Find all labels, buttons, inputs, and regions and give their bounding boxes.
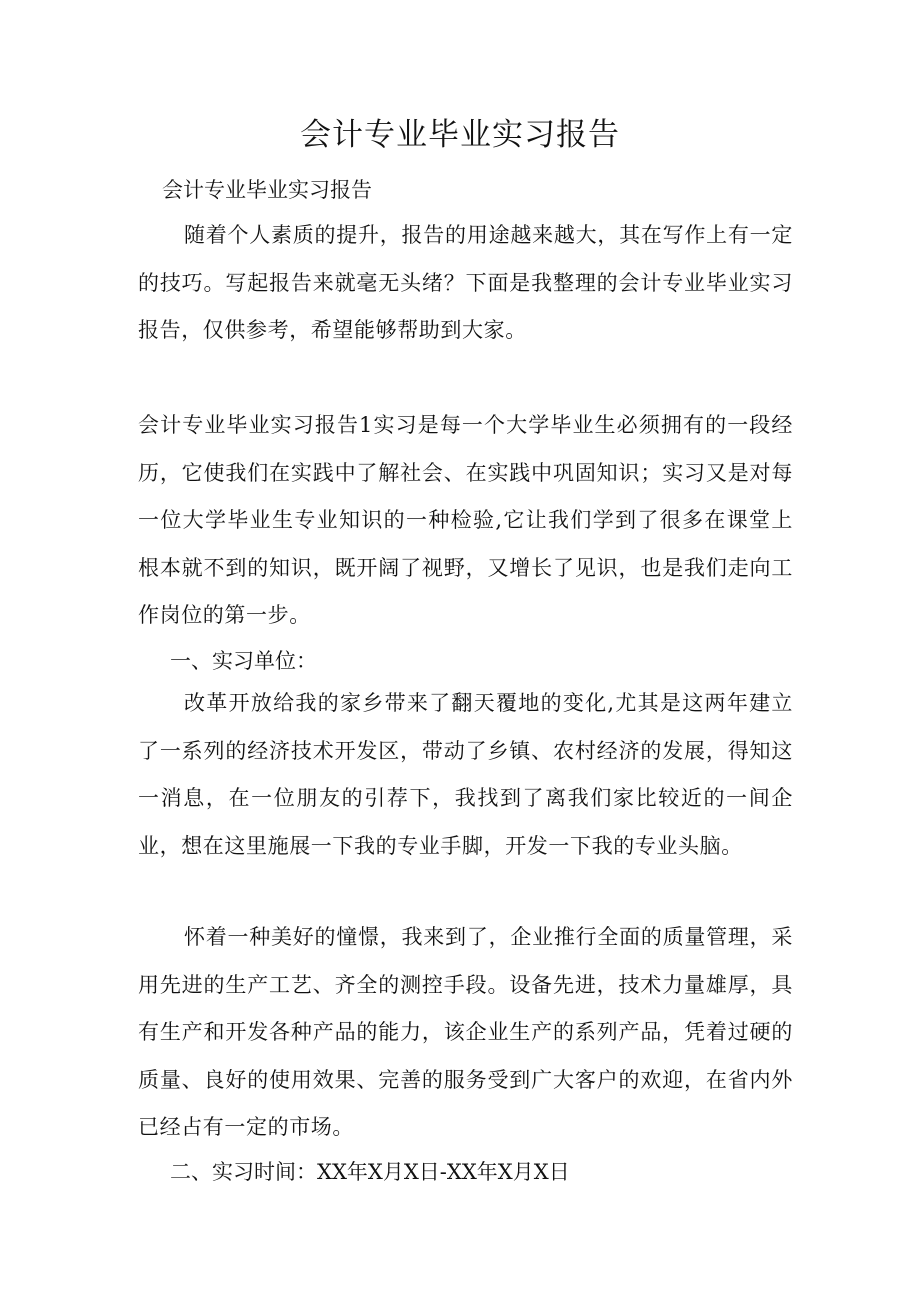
section-heading-internship-time: 二、实习时间：XX年X月X日-XX年X月X日 (170, 1160, 570, 1184)
section-heading-internship-unit: 一、实习单位： (170, 649, 317, 673)
paragraph-3: 怀着一种美好的憧憬，我来到了，企业推行全面的质量管理，采用先进的生产工艺、齐全的测控手段。设备先进，技术力量雄厚，具有生产和开发各种产品的能力，该企业生产的系列产品，凭着过硬的质量、良好的使用效果、完善的服务受到广大客户的欢迎，在省内外已经占有一定的市场。 (138, 925, 793, 1139)
document-title: 会计专业毕业实习报告 (300, 117, 620, 153)
document-subtitle: 会计专业毕业实习报告 (162, 178, 372, 202)
paragraph-2: 改革开放给我的家乡带来了翻天覆地的变化,尤其是这两年建立了一系列的经济技术开发区，带动了乡镇、农村经济的发展，得知这一消息，在一位朋友的引荐下，我找到了离我们家比较近的一间企业，想在这里施展一下我的专业手脚，开发一下我的专业头脑。 (138, 691, 793, 858)
intro-paragraph: 随着个人素质的提升，报告的用途越来越大，其在写作上有一定的技巧。写起报告来就毫无头绪？下面是我整理的会计专业毕业实习报告，仅供参考，希望能够帮助到大家。 (138, 223, 793, 342)
paragraph-1: 会计专业毕业实习报告1实习是每一个大学毕业生必须拥有的一段经历，它使我们在实践中了解社会、在实践中巩固知识；实习又是对每一位大学毕业生专业知识的一种检验,它让我们学到了很多在课堂上根本就不到的知识，既开阔了视野，又增长了见识，也是我们走向工作岗位的第一步。 (138, 413, 793, 627)
